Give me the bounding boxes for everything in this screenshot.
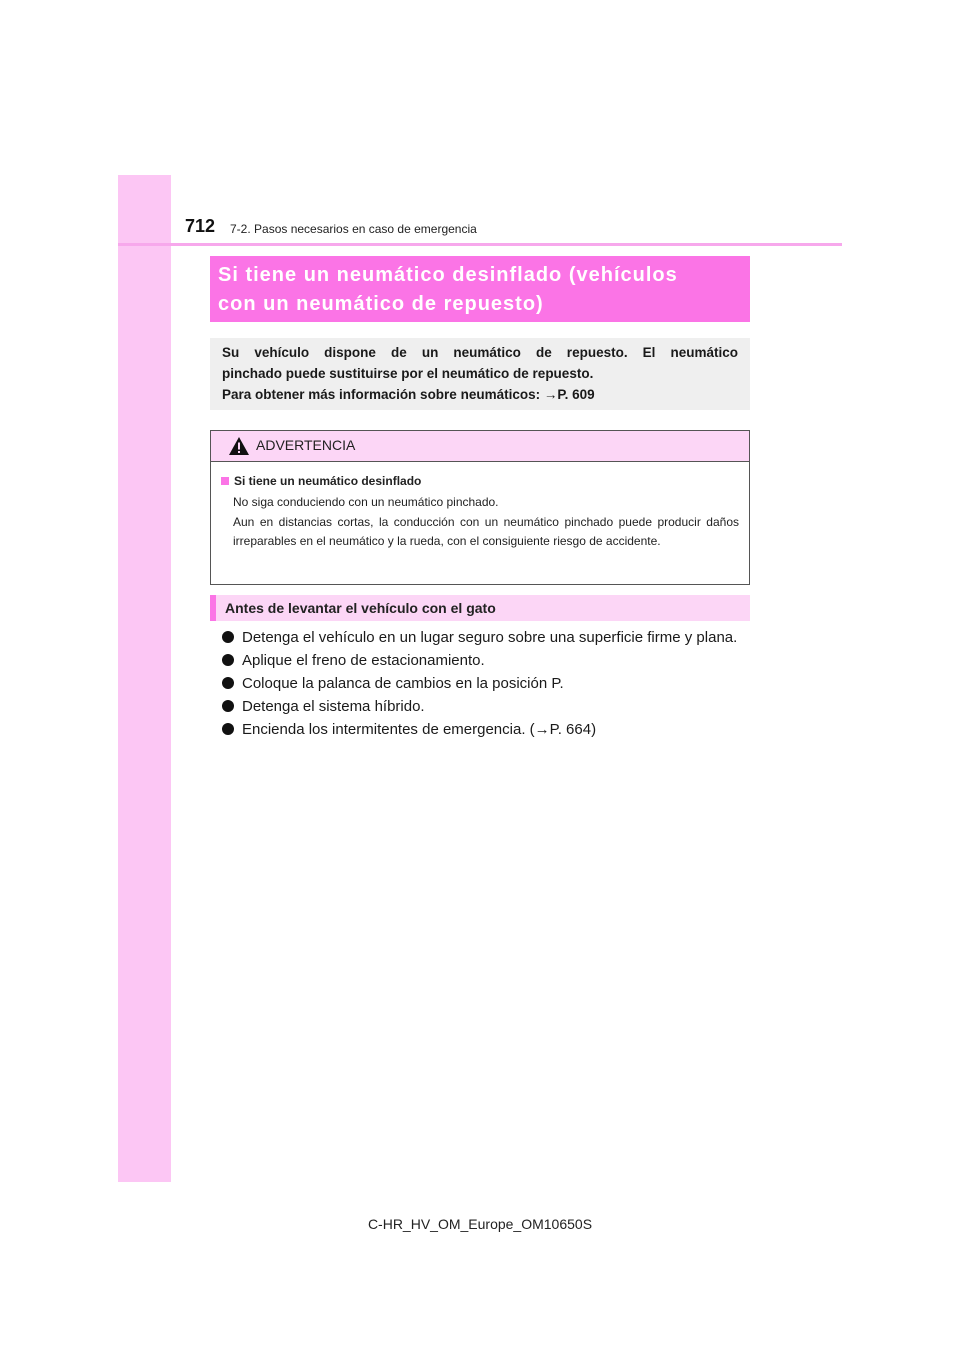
bullet-dot-icon [222,723,234,735]
square-bullet-icon [221,477,229,485]
list-item [222,718,762,741]
list-item [222,649,762,672]
page-title-line2: con un neumático de repuesto) [218,293,544,315]
list-item-text: Aplique el freno de estacionamiento. [242,652,485,669]
intro-box [210,338,750,410]
warning-title: ADVERTENCIA [256,437,356,453]
warning-box [210,430,750,585]
bullet-dot-icon [222,677,234,689]
page-number: 712 [185,216,216,236]
warning-subheading [221,472,739,491]
list-item-text: Detenga el sistema híbrido. [242,698,425,715]
warning-body [211,462,749,551]
bullet-dot-icon [222,654,234,666]
instruction-list [222,626,762,741]
list-item [222,695,762,718]
bullet-dot-icon [222,700,234,712]
warning-header [211,431,749,462]
bullet-dot-icon [222,631,234,643]
list-item [222,672,762,695]
list-item-text: Encienda los intermitentes de emergencia. (→P. 664) [242,721,597,738]
header-divider [118,243,842,246]
subsection-heading: Antes de levantar el vehículo con el gato [210,595,750,621]
page-title-line1: Si tiene un neumático desinflado (vehículos [218,264,678,286]
list-item-text: Coloque la palanca de cambios en la posición P. [242,675,564,692]
intro-line2: pinchado puede sustituirse por el neumático de repuesto. [222,366,594,381]
warning-paragraph-1: No siga conduciendo con un neumático pinchado. [233,495,499,509]
warning-triangle-icon [228,436,250,456]
page-title-box [210,256,750,322]
intro-line3: Para obtener más información sobre neumáticos: →P. 609 [222,387,595,402]
section-label: 7-2. Pasos necesarios en caso de emergencia [230,222,477,236]
list-item [222,626,762,649]
footer-document-code: C-HR_HV_OM_Europe_OM10650S [367,1216,593,1232]
warning-subheading-text: Si tiene un neumático desinflado [234,474,422,488]
side-tab-band [118,175,171,1182]
page-title [218,261,742,319]
list-item-text: Detenga el vehículo en un lugar seguro sobre una superficie firme y plana. [242,629,738,646]
warning-paragraph-2: Aun en distancias cortas, la conducción con un neumático pinchado puede producir daños irreparables en el neumático y la rueda, con el consiguiente riesgo de accidente. [233,515,739,548]
intro-line1: Su vehículo dispone de un neumático de repuesto. El neumático [222,345,738,360]
